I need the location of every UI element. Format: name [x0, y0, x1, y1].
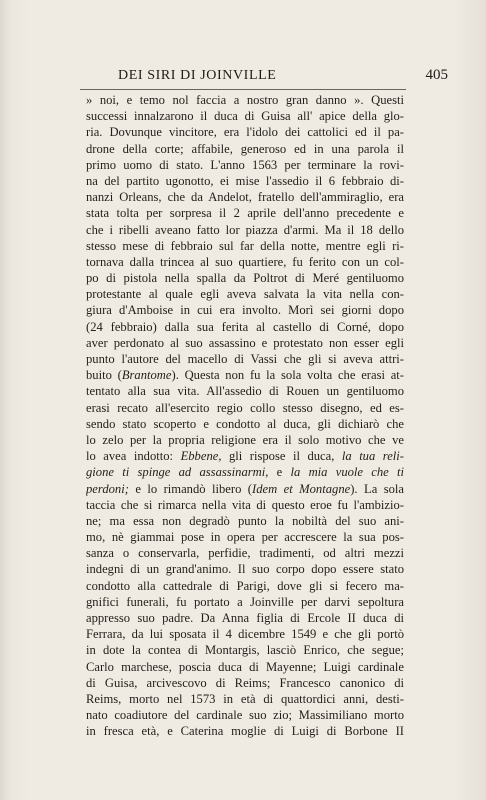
text-line: successi innalzarono il duca di Guisa all' apice della glo-: [86, 109, 404, 124]
text-line: lo avea indotto: Ebbene, gli rispose il duca, la tua reli-: [86, 449, 404, 464]
text-line: in fresca età, e Caterina moglie di Luigi di Borbone II: [86, 724, 404, 739]
text-line: ne; ma essa non degradò punto la nobiltà del suo ani-: [86, 513, 404, 528]
text-line: di Guisa, arcivescovo di Reims; Francesco canonico di: [86, 675, 404, 690]
text-line: buito (Brantome). Questa non fu la sola volta che erasi at-: [86, 368, 404, 383]
page-header: [80, 68, 470, 88]
text-line: sendo stato scoperto e condotto al duca, gli dichiarò che: [86, 416, 404, 431]
text-line: » noi, e temo nol faccia a nostro gran danno ». Questi: [86, 93, 404, 107]
text-line: indegni di un grand'animo. Il suo corpo dopo essere stato: [86, 562, 404, 577]
text-line: gione ti spinge ad assassinarmi, e la mia vuole che ti: [86, 465, 404, 480]
text-line: giura d'Amboise in cui era involto. Morì sei giorni dopo: [86, 303, 404, 318]
header-rule: [80, 89, 406, 90]
text-line: nato coadiutore del cardinale suo zio; Massimiliano morto: [86, 708, 404, 723]
text-line: protestante al quale egli aveva salvata la vita nella con-: [86, 287, 404, 302]
text-line: Carlo marchese, poscia duca di Mayenne; Luigi cardinale: [86, 659, 404, 674]
text-line: stesso mese di febbraio sul far della notte, mentre egli ri-: [86, 238, 404, 253]
text-line: drone della corte; affabile, generoso ed in una parola il: [86, 141, 404, 156]
text-line: na del partito ugonotto, ei mise l'assedio il 6 febbraio di-: [86, 173, 404, 188]
text-line: mo, nè giammai pose in opera per accrescere la sua pos-: [86, 530, 404, 545]
text-line: aver perdonato al suo assassino e protestato non esser egli: [86, 335, 404, 350]
text-line: primo uomo di stato. L'anno 1563 per terminare la rovi-: [86, 157, 404, 172]
text-line: po di pistola nella spalla da Poltrot di Meré gentiluomo: [86, 271, 404, 286]
body-text: [86, 92, 404, 740]
text-line: stata tolta per sorpresa il 2 aprile dell'anno precedente e: [86, 206, 404, 221]
text-line: Ferrara, da lui sposata il 4 dicembre 1549 e che gli portò: [86, 627, 404, 642]
text-line: (24 febbraio) dalla sua ferita al castello di Corné, dopo: [86, 319, 404, 334]
text-line: sanza o conservarla, perfidie, tradimenti, od altri mezzi: [86, 546, 404, 561]
text-line: tornava dalla trincea al suo quartiere, fu ferito con un col-: [86, 254, 404, 269]
text-line: taccia che si rimarca nella vita di questo eroe fu l'ambizio-: [86, 497, 404, 512]
text-line: erasi recato all'esercito regio collo stesso disegno, ed es-: [86, 400, 404, 415]
running-head: DEI SIRI DI JOINVILLE: [118, 68, 277, 83]
page-number: 405: [425, 67, 448, 83]
text-line: appresso suo padre. Da Anna figlia di Ercole II duca di: [86, 611, 404, 625]
text-line: lo zelo per la propria religione era il solo motivo che ve: [86, 432, 404, 447]
text-line: tentato alla sua vita. All'assedio di Rouen un gentiluomo: [86, 384, 404, 399]
text-line: in dote la contea di Montargis, lasciò Enrico, che segue;: [86, 643, 404, 658]
text-line: punto l'autore del macello di Vassi che gli si aveva attri-: [86, 352, 404, 366]
text-line: gnifici funerali, fu portato a Joinville per darvi sepoltura: [86, 594, 404, 609]
text-line: Reims, morto nel 1573 in età di quattordici anni, desti-: [86, 691, 404, 706]
text-line: perdoni; e lo rimandò libero (Idem et Montagne). La sola: [86, 481, 404, 496]
text-line: condotto alla cattedrale di Parigi, dove gli si fecero ma-: [86, 578, 404, 593]
text-line: che i ribelli aveano fatto lor piazza d'armi. Ma il 18 dello: [86, 222, 404, 237]
text-line: nanzi Orleans, che da Andelot, fratello dell'ammiraglio, era: [86, 190, 404, 205]
text-line: ria. Dovunque vincitore, era l'idolo dei cattolici ed il pa-: [86, 125, 404, 140]
